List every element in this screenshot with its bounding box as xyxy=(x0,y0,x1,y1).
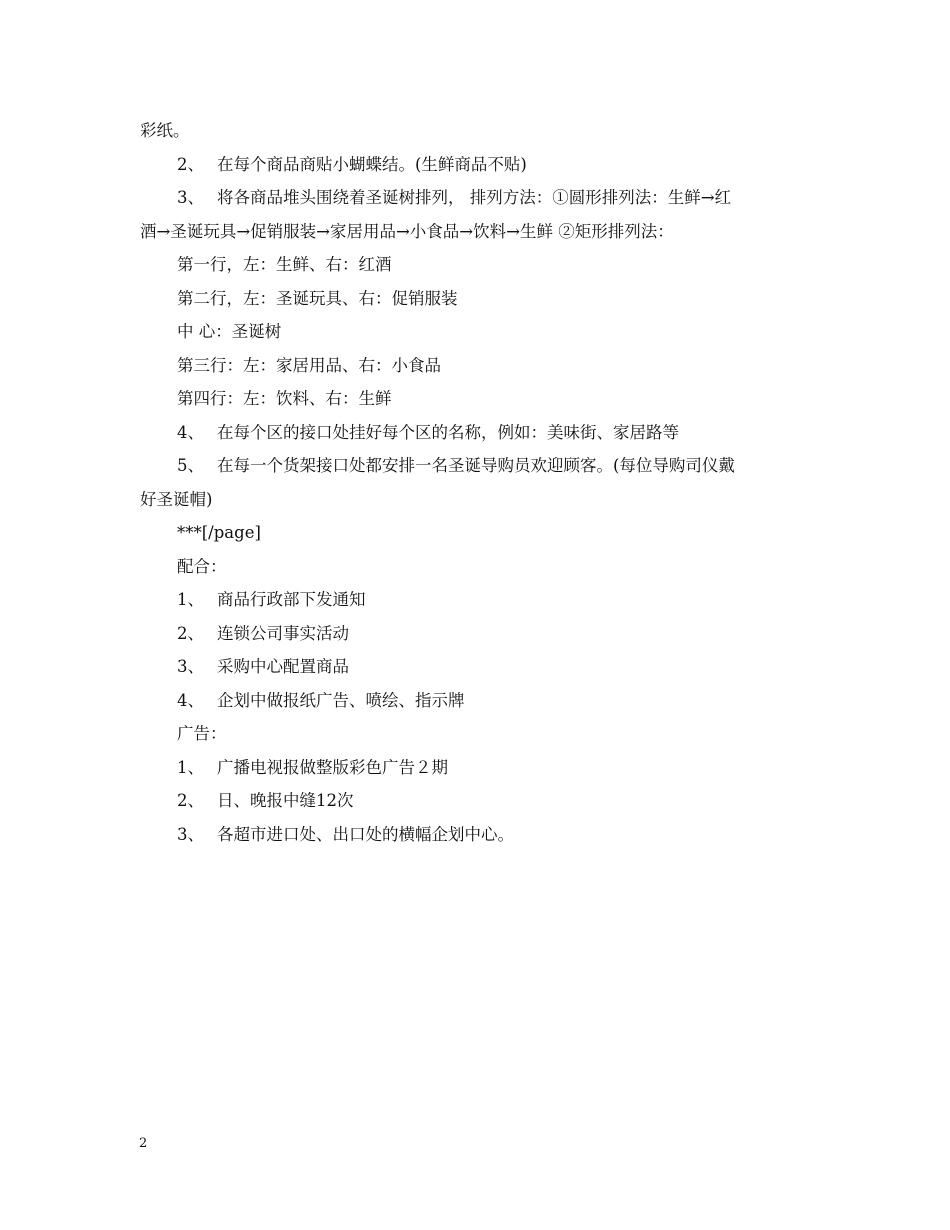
list-item xyxy=(140,181,820,215)
item-text: 各超市进口处、出口处的横幅企划中心。 xyxy=(217,824,514,844)
item-text: 连锁公司事实活动 xyxy=(217,623,349,643)
list-item xyxy=(140,751,820,785)
list-item xyxy=(140,784,820,818)
paragraph-line xyxy=(140,282,820,316)
item-number: 4、 xyxy=(177,422,204,442)
list-item xyxy=(140,650,820,684)
heading-text: 广告： xyxy=(177,724,227,743)
item-number: 3、 xyxy=(177,657,204,676)
paragraph-line xyxy=(140,349,820,383)
item-number: 3、 xyxy=(177,188,204,207)
item-text: 商品行政部下发通知 xyxy=(217,590,366,609)
list-item xyxy=(140,684,820,718)
list-item xyxy=(140,583,820,617)
item-number: 1、 xyxy=(177,590,204,609)
section-heading xyxy=(140,550,820,584)
line-text: 第二行，左：圣诞玩具、右：促销服装 xyxy=(177,288,458,308)
item-text: 将各商品堆头围绕着圣诞树排列， 排列方法：①圆形排列法：生鲜→红 xyxy=(217,188,732,207)
item-text: 广播电视报做整版彩色广告２期 xyxy=(217,757,448,777)
item-text: 在每个区的接口处挂好每个区的名称，例如：美味街、家居路等 xyxy=(217,422,679,442)
line-text: 第三行：左：家居用品、右：小食品 xyxy=(177,355,441,375)
item-text: 日、晚报中缝12次 xyxy=(217,791,354,810)
line-text: 好圣诞帽) xyxy=(140,489,213,509)
line-text: 第一行，左：生鲜、右：红酒 xyxy=(177,255,392,274)
item-text: 采购中心配置商品 xyxy=(217,657,349,676)
list-item xyxy=(140,449,820,483)
item-text: 企划中做报纸广告、喷绘、指示牌 xyxy=(217,690,465,710)
item-number: 4、 xyxy=(177,690,204,710)
line-text: 酒→圣诞玩具→促销服装→家居用品→小食品→饮料→生鲜 ②矩形排列法： xyxy=(140,221,674,241)
line-text: 第四行：左：饮料、右：生鲜 xyxy=(177,389,392,408)
item-number: 2、 xyxy=(177,623,204,643)
item-number: 1、 xyxy=(177,757,204,777)
item-text: 在每一个货架接口处都安排一名圣诞导购员欢迎顾客。(每位导购司仪戴 xyxy=(217,456,735,475)
list-item xyxy=(140,617,820,651)
text-line-continuation xyxy=(140,114,820,148)
text-line-continuation xyxy=(140,483,820,517)
heading-text: 配合： xyxy=(177,556,227,576)
section-heading xyxy=(140,717,820,751)
paragraph-line xyxy=(140,516,820,550)
text-line-continuation xyxy=(140,215,820,249)
line-text: ***[/page] xyxy=(177,523,261,542)
document-body xyxy=(140,114,820,851)
paragraph-line xyxy=(140,382,820,416)
paragraph-line xyxy=(140,248,820,282)
line-text: 中 心：圣诞树 xyxy=(177,322,282,341)
item-number: 2、 xyxy=(177,154,204,174)
item-text: 在每个商品商贴小蝴蝶结。(生鲜商品不贴) xyxy=(217,154,527,174)
page-number: 2 xyxy=(139,1136,148,1151)
list-item xyxy=(140,416,820,450)
item-number: 5、 xyxy=(177,456,204,475)
item-number: 3、 xyxy=(177,824,204,844)
list-item xyxy=(140,818,820,852)
list-item xyxy=(140,148,820,182)
item-number: 2、 xyxy=(177,791,204,810)
line-text: 彩纸。 xyxy=(140,121,190,140)
paragraph-line xyxy=(140,315,820,349)
